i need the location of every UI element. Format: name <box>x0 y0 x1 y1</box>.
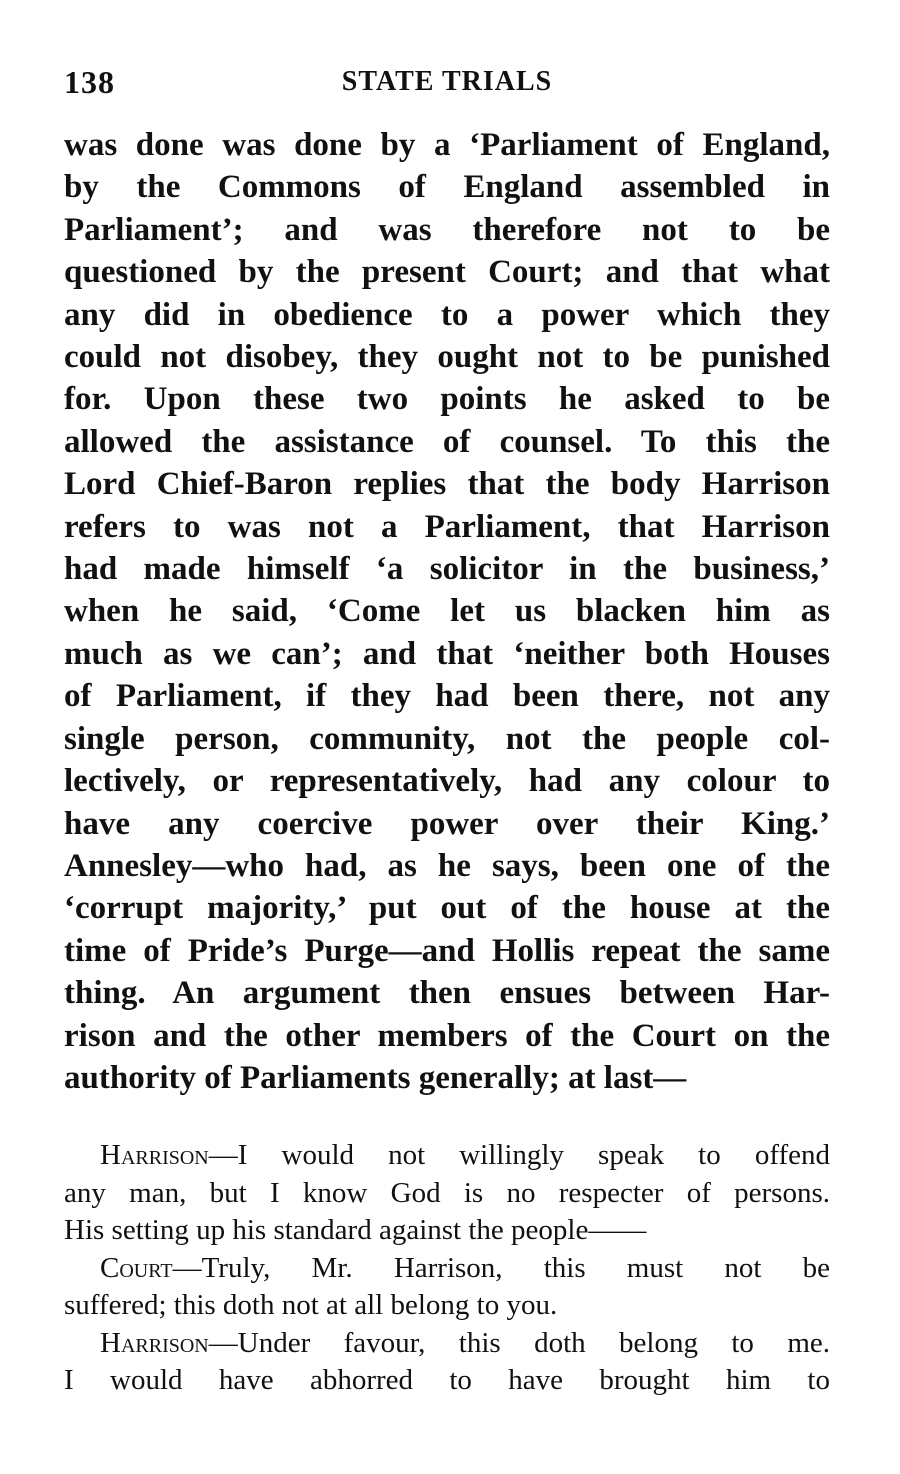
body-line: single person, community, not the people col- <box>64 720 830 757</box>
dialogue-paragraph <box>64 1137 830 1250</box>
dialogue-line: I would have abhorred to have brought him to <box>64 1364 830 1396</box>
dialogue-text: —I would not willingly speak to offend <box>208 1139 830 1171</box>
body-line: much as we can’; and that ‘neither both Houses <box>64 635 830 672</box>
body-line: allowed the assistance of counsel. To this the <box>64 423 830 460</box>
body-line: rison and the other members of the Court on the <box>64 1017 830 1054</box>
body-line: refers to was not a Parliament, that Harrison <box>64 508 830 545</box>
body-line: by the Commons of England assembled in <box>64 169 830 206</box>
dialogue-paragraph <box>64 1325 830 1400</box>
body-line: could not disobey, they ought not to be punished <box>64 339 830 376</box>
speaker-name: Harrison <box>100 1326 209 1359</box>
body-line: of Parliament, if they had been there, not any <box>64 678 830 715</box>
trial-dialogue <box>64 1137 830 1400</box>
dialogue-paragraph <box>64 1250 830 1325</box>
dialogue-line <box>64 1137 830 1175</box>
body-line: Lord Chief-Baron replies that the body Harrison <box>64 466 830 503</box>
body-line: authority of Parliaments generally; at last— <box>64 1059 687 1096</box>
body-line: any did in obedience to a power which they <box>64 296 830 333</box>
dialogue-text: —Truly, Mr. Harrison, this must not be <box>172 1251 830 1284</box>
body-line: time of Pride’s Purge—and Hollis repeat the same <box>64 932 830 969</box>
body-line: was done was done by a ‘Parliament of England, <box>64 127 830 163</box>
speaker-name: Court <box>100 1251 173 1284</box>
body-line: Parliament’; and was therefore not to be <box>64 211 830 248</box>
dialogue-text: —Under favour, this doth belong to me. <box>208 1326 830 1359</box>
dialogue-line: His setting up his standard against the people—— <box>64 1214 647 1246</box>
body-line: Annesley—who had, as he says, been one of the <box>64 847 830 884</box>
dialogue-line <box>64 1250 830 1288</box>
body-line: ‘corrupt majority,’ put out of the house at the <box>64 890 830 927</box>
body-line: have any coercive power over their King.’ <box>64 805 830 842</box>
body-line: had made himself ‘a solicitor in the business,’ <box>64 551 830 588</box>
body-line: thing. An argument then ensues between Har- <box>64 975 830 1012</box>
body-line: for. Upon these two points he asked to be <box>64 381 830 418</box>
page-header <box>64 64 830 104</box>
speaker-name: Harrison <box>100 1139 209 1171</box>
page-number: 138 <box>64 64 115 100</box>
dialogue-line: any man, but I know God is no respecter of persons. <box>64 1176 830 1209</box>
body-paragraph <box>64 124 830 1099</box>
dialogue-line: suffered; this doth not at all belong to you. <box>64 1289 558 1321</box>
running-title: STATE TRIALS <box>341 66 553 97</box>
body-line: when he said, ‘Come let us blacken him as <box>64 593 830 630</box>
body-line: lectively, or representatively, had any colour to <box>64 763 830 800</box>
body-line: questioned by the present Court; and that what <box>64 254 830 291</box>
dialogue-line <box>64 1325 830 1363</box>
